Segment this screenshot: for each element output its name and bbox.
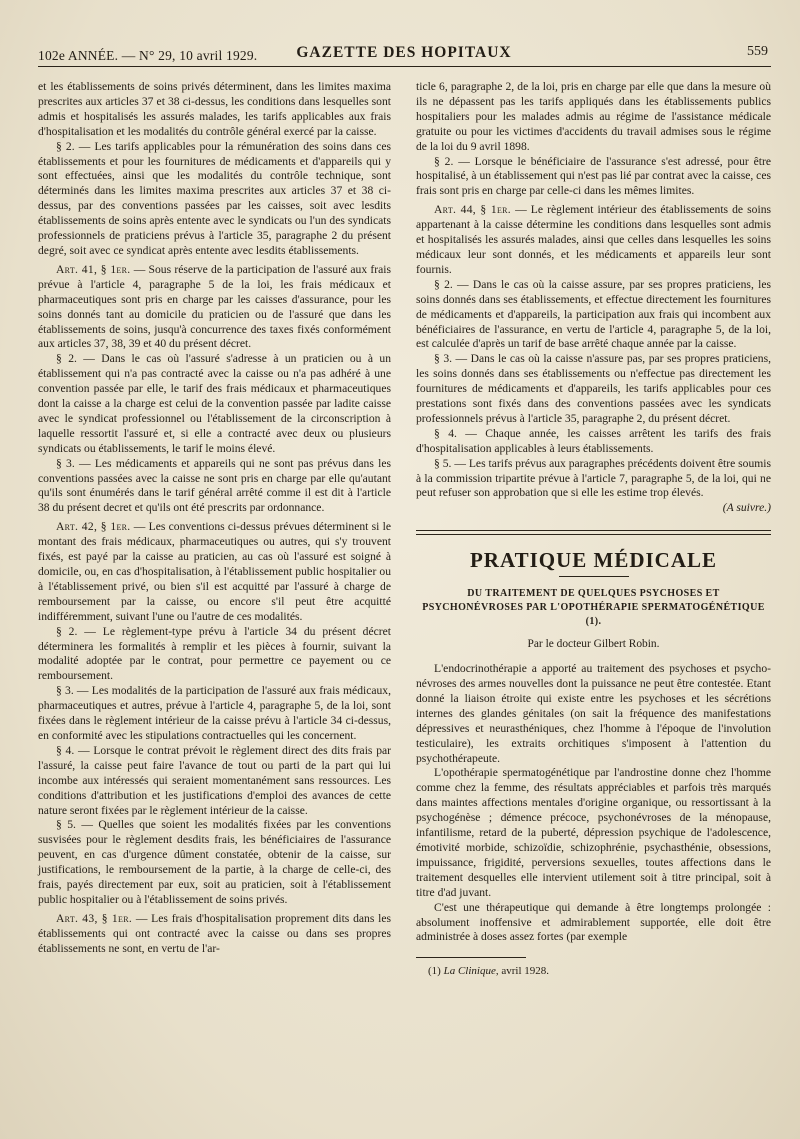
left-column — [38, 80, 391, 957]
footnote-rule — [416, 957, 526, 958]
paragraph: L'endocrinothérapie a apporté au traitement des psychoses et psycho-névroses des armes nouvelles dont la puissance ne peut être contestée. Etant donné la liaison étroite qui existe entre les psychoses et les sécrétions internes des glandes génitales (on sait la fréquence des manifestations dépressives et neurasthéniques, chez l'homme à l'époque de l'involution testiculaire), les extraits orchitiques s'imposent à l'attention du psychothérapeute. — [416, 662, 771, 765]
article-text: — Les frais d'hospitalisation proprement dits dans les établissements qui ont contracté avec la caisse ou dans ses propres établissements ne sont, en vertu de l'ar- — [38, 911, 391, 955]
paragraph: § 5. — Les tarifs prévus aux paragraphes précédents doivent être soumis à la commission tripartite prévue à l'article 7, paragraphe 5, de la loi, qui ne peut refuser son approbation que si elle les estime trop élevés. — [416, 456, 771, 500]
footnote — [416, 964, 771, 979]
article-43 — [38, 912, 391, 957]
article-text: — Les conventions ci-dessus prévues déterminent si le montant des frais médicaux, pharmaceutiques ou autres, qui s'y trouvent fixés, est payé par la caisse au praticien, au cas où l'assuré est soigné à domicile, ou, en cas d'hospitalisation, à l'établissement public hospitalier ou à l'établissement privé, ou bien s'il est acquitté par l'assuré à charge de remboursement par la caisse, ou encore s'il peut être acquitté indifféremment, suivant l'une ou l'autre de ces modalités. — [38, 520, 392, 623]
paragraph: L'opothérapie spermatogénétique par l'androstine donne chez l'homme comme chez la femme, des résultats appréciables et parfois très marqués dans maintes affections mentales d'origine organique, ou ressortissant à la psychogénèse ; démence précoce, psychonévroses de la ménopause, infantilisme, retard de la puberté, dépression psychique de l'adolescence, émotivité morbide, schizoïdie, schizophrénie, psychasthénie, obsessions, impuissance, frigidité, perversions sexuelles, toutes affections dans le traitement desquelles elle intervient utilement soit à titre principal, soit à titre d'ad juvant. — [416, 766, 771, 899]
header-rule — [38, 66, 771, 67]
article-label: Art. 44, § 1er. — [434, 203, 511, 217]
paragraph: C'est une thérapeutique qui demande à être longtemps prolongée : absolument inoffensive et admirablement supportée, elle doit être administrée à doses assez fortes (par exemple — [416, 900, 771, 944]
page-number: 559 — [747, 44, 768, 59]
paragraph: § 2. — Le règlement-type prévu à l'article 34 du présent décret déterminera les formalités à remplir et les pièces à fournir, suivant la modalité adoptée par le contrat, pour permettre ce payement ou ce remboursement. — [38, 624, 391, 683]
issue-info: 102e ANNÉE. — N° 29, 10 avril 1929. — [38, 48, 258, 63]
page-header — [34, 40, 774, 66]
article-text: — Sous réserve de la participation de l'assuré aux frais prévue à l'article 4, paragraphe 5 de la loi, les frais médicaux et pharmaceutiques sont pris en charge par les caisses d'assurance, pour les soins donnés tant au domicile du praticien ou de l'assuré que dans les établissements de soins, jusqu'à concurrence des taxes fixés conformément aux articles 37, 38, 39 et 40 du présent décret. — [38, 262, 391, 351]
paragraph: § 2. — Les tarifs applicables pour la rémunération des soins dans ces établissements et pour les fournitures de médicaments et d'appareils qui y sont effectuées, ainsi que les modalités du contrôle technique, sont déterminés dans les limites maxima prescrites aux articles 37 et 38 ci-dessus, par des conventions passées par les caisses, soit avec lesdits établissements de soins après entente avec le syndicats ou l'un des syndicats professionnels de praticiens prévus à l'article 35, paragraphe 2 du présent degré, soit avec ce syndicat après entente avec lesdits établissements. — [38, 139, 391, 257]
continued-note: (A suivre.) — [722, 501, 771, 515]
byline: Par le docteur Gilbert Robin. — [527, 638, 660, 651]
article-text: — Le règlement intérieur des établissements de soins appartenant à la caisse détermine les conditions dans lesquelles sont admis et hospitalisés les assurés malades, ainsi que celles dans lesquelles les soins médicaux leur sont donnés, et les médicaments et appareils leur sont fournis. — [416, 203, 772, 276]
paragraph: § 4. — Chaque année, les caisses arrêtent les tarifs des frais d'hospitalisation applicables à leurs établissements. — [416, 426, 771, 455]
paragraph: § 2. — Lorsque le bénéficiaire de l'assurance s'est adressé, pour être hospitalisé, à un établissement qui n'est pas lié par contrat avec la caisse, ces frais sont pris en charge par celle-ci dans les mêmes limites. — [416, 154, 771, 198]
paragraph: § 2. — Dans le cas où la caisse assure, par ses propres praticiens, les soins donnés dans ses établissements, et effectue directement les fournitures de médicaments et d'appareils, la participation aux frais qui incombent aux bénéficiaires de l'assurance, en vertu de l'article 4, paragraphe 5, de la loi, est calculée d'après un tarif de base arrêté chaque année par la caisse. — [416, 277, 771, 351]
article-44 — [416, 203, 771, 278]
section-title-rule — [559, 576, 629, 577]
paragraph: § 5. — Quelles que soient les modalités fixées par les conventions susvisées pour le règlement desdits frais, les bénéficiaires de l'assurance peuvent, en cas d'urgence dûment constatée, obtenir de la caisse, sur justifications, le remboursement de la partie, à la charge de celle-ci, des frais, payés directement par eux, soit au praticien, soit à l'établissement public hospitalier ou à l'établissement de soins privés. — [38, 818, 391, 906]
paragraph: § 2. — Dans le cas où l'assuré s'adresse à un praticien ou à un établissement qui n'a pas contracté avec la caisse ou n'a pas adhéré à une convention passée par elle, le tarif des frais médicaux et pharmaceutiques dont la caisse a la charge est celui de la convention passée par ladite caisse avec le syndicat professionnel ou l'établissement de la circonscription à laquelle ressortit l'assuré et, si elle a contracté avec deux ou plusieurs syndicats ou établissements, le tarif le moins élevé. — [38, 352, 391, 455]
article-label: Art. 43, § 1er. — [56, 911, 133, 925]
section-divider — [416, 530, 771, 535]
footnote-source: La Clinique — [443, 965, 496, 978]
paragraph: § 3. — Les médicaments et appareils qui ne sont pas prévus dans les conventions passées avec la caisse ne sont pris en charge par elle qu'autant qu'ils sont énumérés dans le tarif général arrêté comme il est dit à l'article 38 du présent decret et qu'ils ont été prescrits par ordonnance. — [38, 456, 391, 515]
paragraph: et les établissements de soins privés déterminent, dans les limites maxima prescrites aux articles 37 et 38 ci-dessus, les conditions dans lesquelles sont admis et hospitalisés les assurés malades, les tarifs applicables aux frais d'hospitalisation et les modalités du contrôle général exercé par la caisse. — [38, 80, 391, 138]
article-label: Art. 42, § 1er. — [56, 520, 131, 534]
paragraph: § 4. — Lorsque le contrat prévoit le règlement direct des dits frais par l'assuré, la caisse peut faire l'avance de tout ou parti de la part qui lui incombe aux intéressés qui seraient momentanément sans ressources. Les conditions d'attribution et les justifications d'emploi des avances de cette nature seront fixées par le règlement intérieur de la caisse. — [38, 743, 391, 817]
paragraph: ticle 6, paragraphe 2, de la loi, pris en charge par elle que dans la mesure où ils ne dépassent pas les tarifs appliqués dans les établissements publics hospitaliers pour les malades admis au régime de l'assistance médicale gratuite ou pour les victimes d'accidents du travail admises sous le régime de la loi du 9 avril 1898. — [416, 80, 771, 153]
paragraph: § 3. — Les modalités de la participation de l'assuré aux frais médicaux, pharmaceutiques et autres, prévue à l'article 4, paragraphe 5, de la loi, sont fixées dans le règlement intérieur de la caisse prévu à l'article 34 ci-dessus, en conformité avec les stipulations contractuelles qui les concernent. — [38, 684, 391, 742]
article-title: DU TRAITEMENT DE QUELQUES PSYCHOSES ET PSYCHONÉVROSES PAR L'OPOTHÉRAPIE SPERMATOGÉNÉTIQUE (1). — [422, 588, 765, 628]
paragraph: § 3. — Dans le cas où la caisse n'assure pas, par ses propres praticiens, les soins donnés dans ses établissements ou n'effectue pas directement les fournitures de médicaments et d'appareils, les tarifs applicables pour ces prestations sont fixés dans des conventions passées avec les syndicats professionnels prévus à l'article 35, paragraphe 2, du présent décret. — [416, 352, 771, 425]
footnote-mark: (1) — [428, 965, 444, 978]
footnote-date: , avril 1928. — [495, 965, 550, 978]
section-title: PRATIQUE MÉDICALE — [469, 548, 718, 573]
article-42 — [38, 520, 391, 624]
article-label: Art. 41, § 1er. — [56, 262, 131, 276]
journal-title: GAZETTE DES HOPITAUX — [296, 44, 512, 61]
right-column — [416, 80, 771, 979]
article-41 — [38, 263, 391, 352]
